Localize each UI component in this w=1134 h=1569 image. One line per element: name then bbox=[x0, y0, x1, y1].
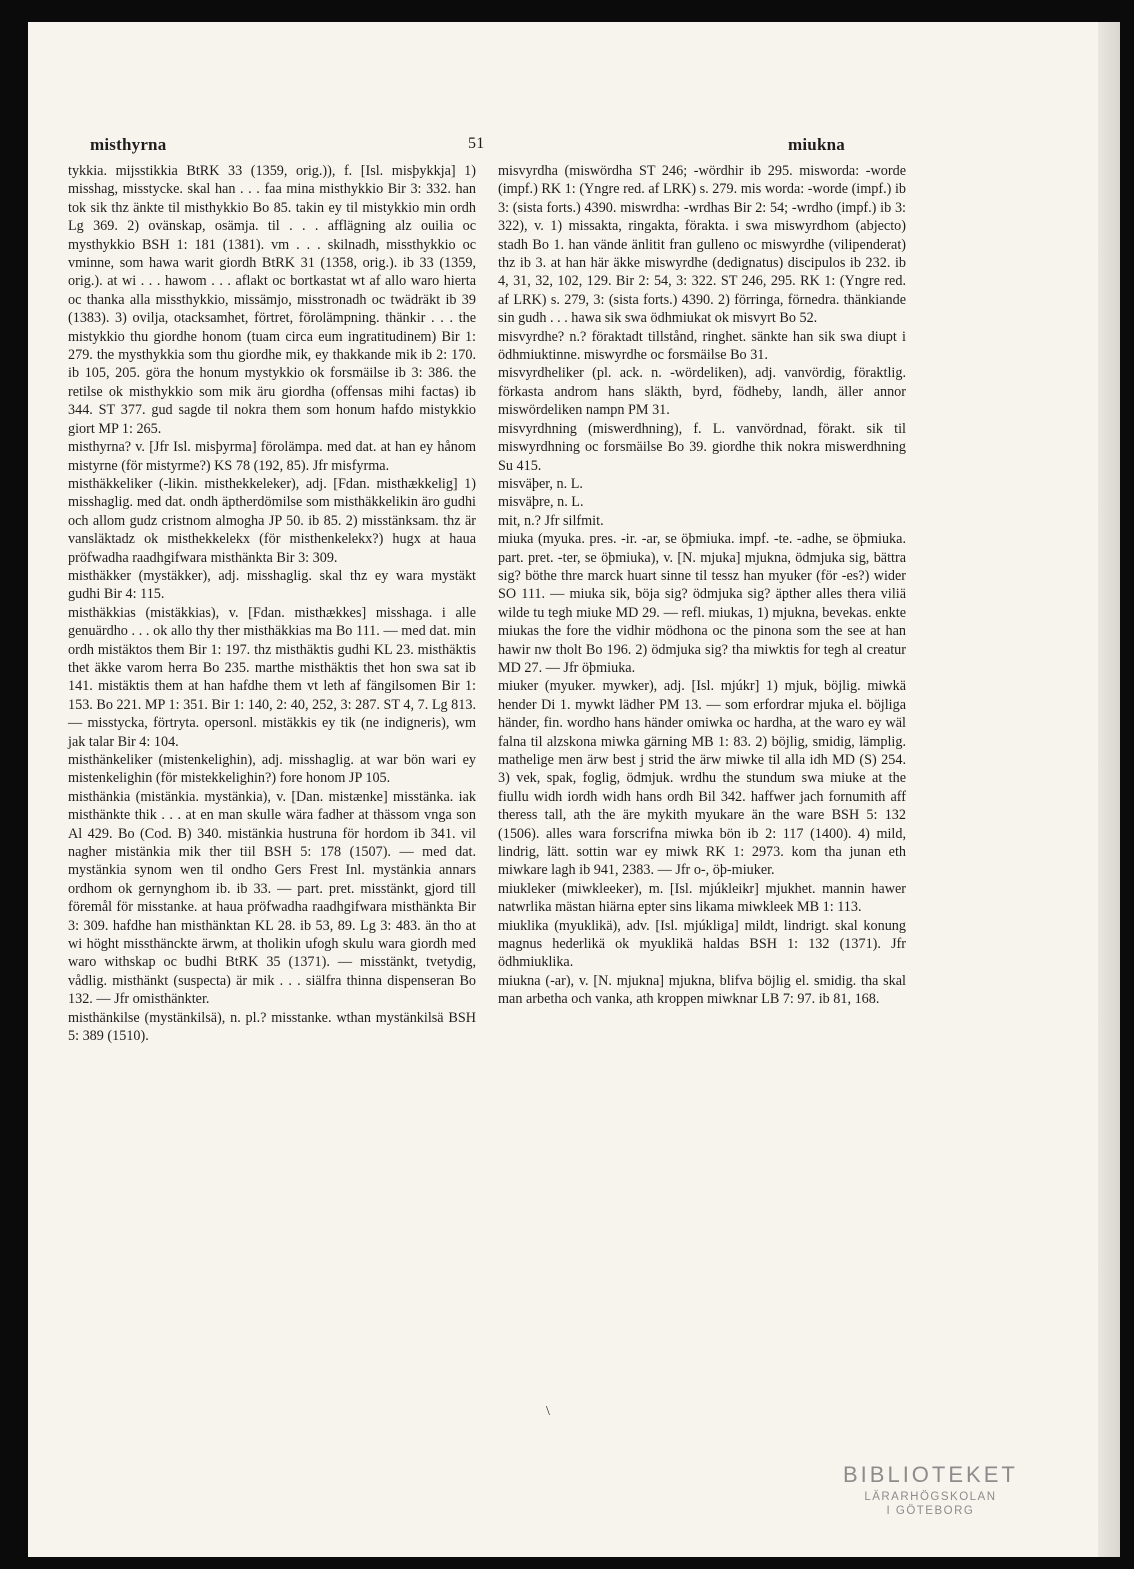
entry-miuka: miuka (myuka. pres. -ir. -ar, se öþmiuka. impf. -te. -adhe, se öþmiuka. part. pret. -ter, se öþmiuka), v. [N. mjuka] mjukna, ödmjuka sig, bättra sig? böthe thre marck huart sinne til tessz han myuker (för -es?) wider SO 111. — miuka sik, böja sig? ödmjuka sig? äpther alles thera viliä wilde tu tegh miuke MD 29. — refl. miukas, 1) mjukna, bevekas. enkte miukas the fore the vidhir mödhona oc the pinona som the see at han hawir nw tholt Bo 196. 2) ödmjuka sig? tha miwktis for tegh al creatur MD 27. — Jfr öþmiuka. bbox=[498, 531, 906, 676]
entry-misthakkias: misthäkkias (mistäkkias), v. [Fdan. misthækkes] misshaga. i alle genuärdho . . . ok allo thy ther misthäkkias ma Bo 111. — med dat. min ordh mistäktos them Bir 1: 197. thz misthäktis gudhi KL 23. misthäktis thet äkke varom herra Bo 235. marthe misthäktis thet hon swa sat ib 141. mistäktis them at han hafdhe them vt leth af fängilsomen Bir 1: 153. Bo 221. MP 1: 351. Bir 1: 140, 2: 40, 252, 3: 287. ST 4, 7. Lg 813. — misstycka, förtryta. opersonl. mistäkkis ey tik (ne indigneris), wm jak talar Bir 4: 104. bbox=[68, 604, 476, 750]
stamp-line-3: I GÖTEBORG bbox=[886, 1505, 975, 1517]
entry-mit: mit, n.? Jfr silfmit. bbox=[498, 512, 604, 529]
dictionary-page bbox=[28, 22, 1120, 1557]
entry-miuker: miuker (myuker. mywker), adj. [Isl. mjúkr] 1) mjuk, böjlig. miwkä hender Di 1. mywkt lädher PM 13. — som erfordrar mjuka el. böjliga händer, fin. wordho hans händer omiwka oc hardha, at the waro ey wäl falna til alzskona miwka gärning MB 1: 83. 2) böjlig, smidig, lämplig. mathelige men ärw best j strid the ärw miwke til alla idh MD (S) 254. 3) vek, spak, foglig, ödmjuk. wrdhu the stundum swa miuke at the fiullu widh iordh widh hans ordh Bil 342. haffwer jach fornumith aff theress tall, ath the äre mykith myukare än the ware BSH 5: 132 (1506). alles wara forscrifna miwka bön ib 2: 117 (1400). 4) mild, lindrig, lätt. sottin war ey miwk RK 1: 2973. kom tha junan eth miwkare lagh ib 941, 2383. — Jfr o-, öþ-miuker. bbox=[498, 678, 906, 879]
entry-misvyrdhe: misvyrdhe? n.? föraktadt tillstånd, ringhet. sänkte han sik swa diupt i ödhmiuktinne. miswyrdhe oc forsmäilse Bo 31. bbox=[498, 328, 906, 364]
stamp-line-1: BIBLIOTEKET bbox=[843, 1462, 1018, 1487]
entry-miukleker: miukleker (miwkleeker), m. [Isl. mjúkleikr] mjukhet. mannin hawer natwrlika mästan hiärna epter sins likama miwkleek MB 1: 113. bbox=[498, 880, 906, 916]
entry-misvaper: misväþer, n. L. bbox=[498, 475, 583, 492]
entry-misthakkeliker: misthäkkeliker (-likin. misthekkeleker), adj. [Fdan. misthækkelig] 1) misshaglig. med dat. ondh äptherdömilse som misthäkkelikin äro gudhi och allom gudz cristnom almogha JP 50. ib 85. 2) misstänksam. thz är vansläktadz ok misthekkelekx (för misthenkelekx?) hugx at haua pröfwadha raadhgifwara misthänkta Bir 3: 309. bbox=[68, 475, 476, 566]
entry-misthankeliker: misthänkeliker (mistenkelighin), adj. misshaglig. at war bön wari ey mistenkelighin (för mistekkelighin?) fore honom JP 105. bbox=[68, 752, 476, 787]
page-edge bbox=[1098, 22, 1120, 1557]
entry-misthakker: misthäkker (mystäkker), adj. misshaglig. skal thz ey wara mystäkt gudhi Bir 4: 115. bbox=[68, 567, 476, 603]
entry-misvapre: misväþre, n. L. bbox=[498, 494, 584, 511]
running-head-right: miukna bbox=[788, 135, 845, 154]
entry-misthankia: misthänkia (mistänkia. mystänkia), v. [Dan. mistænke] misstänka. iak misthänkte thik . . . at en man skulle wära fadher at thässom vnga son Al 429. Bo (Cod. B) 340. mistänkia hustruna för hordom ib 341. vil nagher mistänkia mik ther tiil BSH 5: 178 (1507). — med dat. mystänkia synom wen til ondho Gers Frest Inl. mystänkia annars ordhom ok gernynghom ib. ib 33. — part. pret. misstänkt, gjord till föremål för misstanke. at haua pröfwadha raadhgifwara misthänkta Bir 3: 309. hafdhe han misthänktan KL 28. ib 53, 89. Lg 3: 483. än tho at wi höght missthänckte ärwm, at tholikin ufogh skulu wara giordh med waro withskap oc budhi BtRK 35 (1371). — misstänkt, tvetydig, vådlig. misthänkt (suspecta) är mik . . . siälfra thinna dispenseran Bo 132. — Jfr omisthänkter. bbox=[68, 788, 476, 1008]
entry-miuklika: miuklika (myuklikä), adv. [Isl. mjúkliga] mildt, lindrigt. skal konung magnus hederlikä ok myuklikä haldas BSH 1: 132 (1371). Jfr ödhmiuklika. bbox=[498, 917, 906, 971]
page-number: 51 bbox=[468, 135, 485, 152]
running-head-left: misthyrna bbox=[90, 135, 167, 154]
entry-misthyrna: misthyrna? v. [Jfr Isl. misþyrma] förolämpa. med dat. at han ey hånom mistyrne (för mistyrme?) KS 78 (192, 85). Jfr misfyrma. bbox=[68, 439, 476, 474]
left-column bbox=[68, 162, 476, 1046]
entry-miukna: miukna (-ar), v. [N. mjukna] mjukna, blifva böjlig el. smidig. tha skal man arbetha och vanka, ath kroppen miwknar LB 7: 97. ib 81, 168. bbox=[498, 972, 906, 1008]
entry-mistykkia-cont: tykkia. mijsstikkia BtRK 33 (1359, orig.)), f. [Isl. misþykkja] 1) misshag, misstycke. skal han . . . faa mina misthykkio Bir 3: 332. han tok sik thz änkte til misthykkio Bo 85. takin ey til mistykkio min ordh Lg 369. 2) ovänskap, osämja. til . . . afflägning alz ouilia oc mysthykkio BSH 1: 181 (1381). vm . . . skilnadh, missthykkio oc vminne, som hawa warit giordh BtRK 31 (1358, orig.). ib 33 (1359, orig.). at wi . . . hawom . . . aflakt oc bortkastat wt af allo waro hierta oc thanka alla missthykkio, missämjo, misstronadh oc twädräkt ib 39 (1383). 3) ovilja, otacksamhet, förtret, förolämpning. thänkir . . . the mistykkio thu giordhe honom (tuam circa eum ingratitudinem) Bir 1: 279. the mysthykkia som thu giordhe mik, ey thakkande mik ib 2: 170. ib 105, 205. göra the honum mystykkio ok forsmäilse ib 3: 386. the retilse ok misthykkio som mik äru giordha (offensas mihi factas) ib 344. ST 377. gud sagde til nokra them som honum hafdo mistykkio giort MP 1: 265. bbox=[68, 163, 476, 437]
entry-misvyrdha: misvyrdha (miswördha ST 246; -wördhir ib 295. misworda: -worde (impf.) RK 1: (Yngre red. af LRK) s. 279. mis worda: -worde (impf.) ib 3: (sista forts.) 4390. miswrdha: -wrdhas Bir 2: 54; -wrdho (impf.) ib 3: 322), v. 1) missakta, ringakta, förakta. i swa miswyrdhom (abjecto) stadh Bo 1. han vände änlitit fran gulleno oc miswyrdhe (vilipenderat) thz ib 3. at han här äkke miswyrdhe (dedignatus) discipulos ib 232. ib 4, 31, 32, 102, 129. Bir 2: 54, 3: 322. ST 246, 295. RK 1: (Yngre red. af LRK) s. 279, 3: (sista forts.) 4390. 2) förringa, förnedra. thänkiande sin gudh . . . hawa sik swa ödhmiukat ok misvyrt Bo 52. bbox=[498, 163, 906, 327]
right-column bbox=[498, 162, 906, 1009]
entry-misthankilse: misthänkilse (mystänkilsä), n. pl.? misstanke. wthan mystänkilsä BSH 5: 389 (1510). bbox=[68, 1009, 476, 1045]
margin-mark: \ bbox=[546, 1404, 550, 1419]
entry-misvyrdhning: misvyrdhning (miswerdhning), f. L. vanvördnad, förakt. sik til miswyrdhning oc forsmäilse Bo 39. giordhe thik nokra miswerdhning Su 415. bbox=[498, 420, 906, 474]
entry-misvyrdheliker: misvyrdheliker (pl. ack. n. -wördeliken), adj. vanvördig, föraktlig. förkasta androm hans släkth, byrd, födheby, landh, äller annor miswördeliken nampn PM 31. bbox=[498, 365, 906, 419]
stamp-line-2: LÄRARHÖGSKOLAN bbox=[864, 1491, 997, 1503]
library-stamp bbox=[843, 1462, 1018, 1517]
